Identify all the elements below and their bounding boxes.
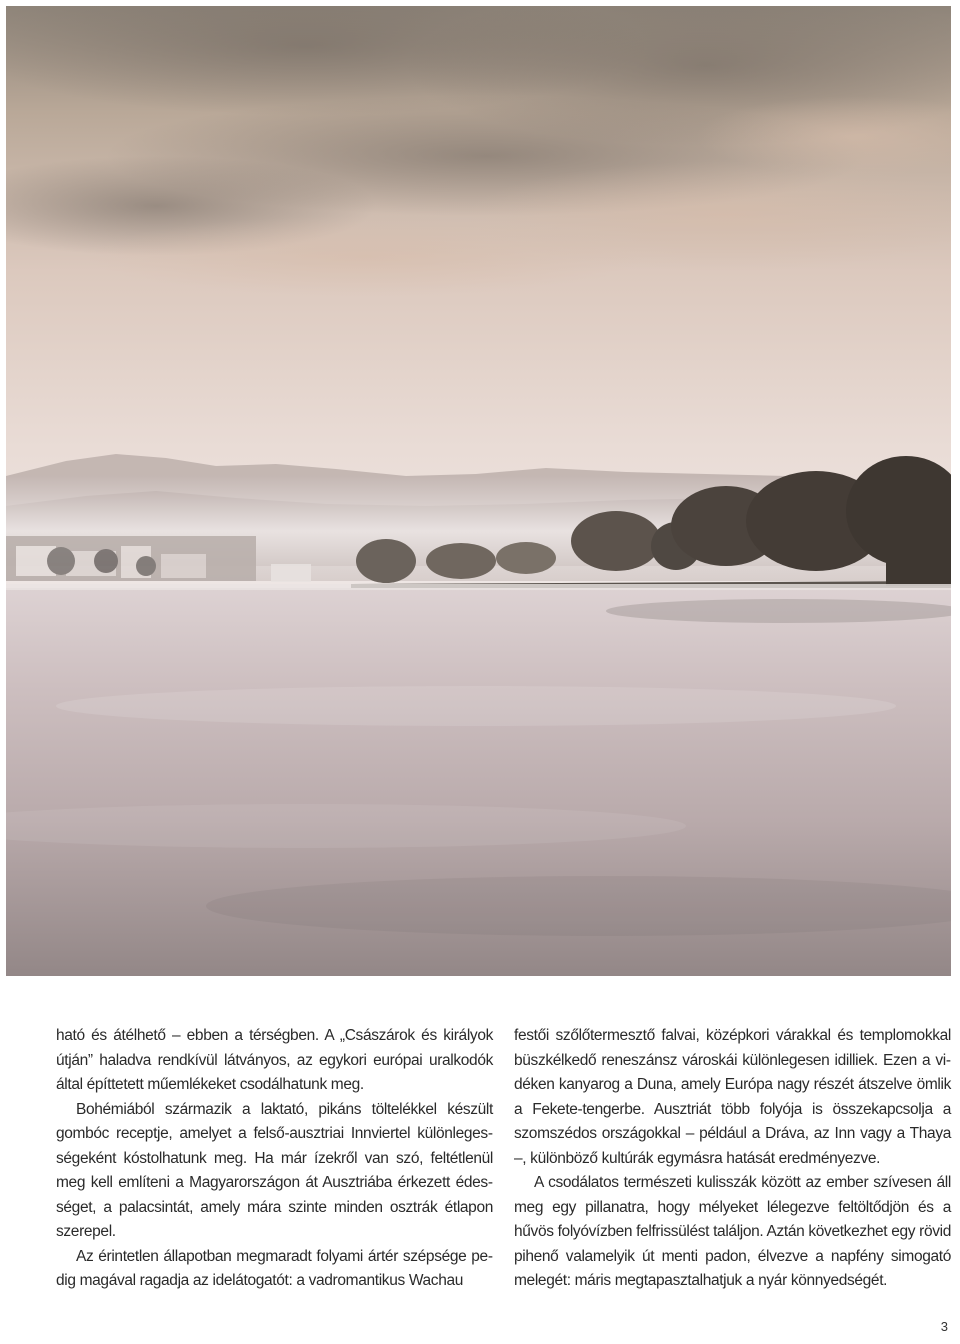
paragraph: ható és átélhető – ebben a térségben. A „Császárok és királyok útján” haladva rendkívül látványos, az egykori európai uralkodók által építtetett műemlékeket csodálhatunk meg. — [56, 1027, 493, 1093]
river-landscape-photo — [6, 6, 951, 976]
river-landscape-image — [6, 6, 951, 976]
paragraph: A csodálatos természeti kulisszák között az ember szívesen áll meg egy pillanatra, hogy mélyeket lélegezve feltöltődjön és a hűvös folyóvízben felfrissülést találjon. Aztán következhet egy rövid pihenő valamelyik út menti padon, élvezve a napfény simogató melegét: máris megtapasztalhatjuk a nyár könnyedségét. — [514, 1174, 951, 1289]
page-number: 3 — [940, 1319, 948, 1334]
right-column — [514, 1024, 951, 1294]
paragraph: festői szőlőtermesztő falvai, középkori várakkal és templomokkal büszkélkedő reneszánsz városkái különlegesen idilliek. Ezen a vidéken kanyarog a Duna, amely Európa nagy részét átszelve ömlik a Fekete-tengerbe. Ausztriát több folyója is összekapcsolja a szomszédos országokkal – például a Dráva, az Inn vagy a Thaya –, különböző kultúrák egymásra hatását eredményezve. — [514, 1027, 951, 1167]
left-column — [56, 1024, 493, 1294]
paragraph: Az érintetlen állapotban megmaradt folyami ártér szépsége pedig magával ragadja az idelátogatót: a vadromantikus Wachau — [56, 1247, 493, 1289]
article-body — [56, 1024, 952, 1304]
paragraph: Bohémiából származik a laktató, pikáns töltelékkel készült gombóc receptje, amelyet a felső-ausztriai Innviertel különlegességeként kóstolhatunk meg. Ha már ízekről van szó, feltétlenül meg kell említeni a Magyarországon át Ausztriába érkezett édességet, a palacsintát, amely mára szinte minden osztrák étlapon szerepel. — [56, 1100, 493, 1240]
